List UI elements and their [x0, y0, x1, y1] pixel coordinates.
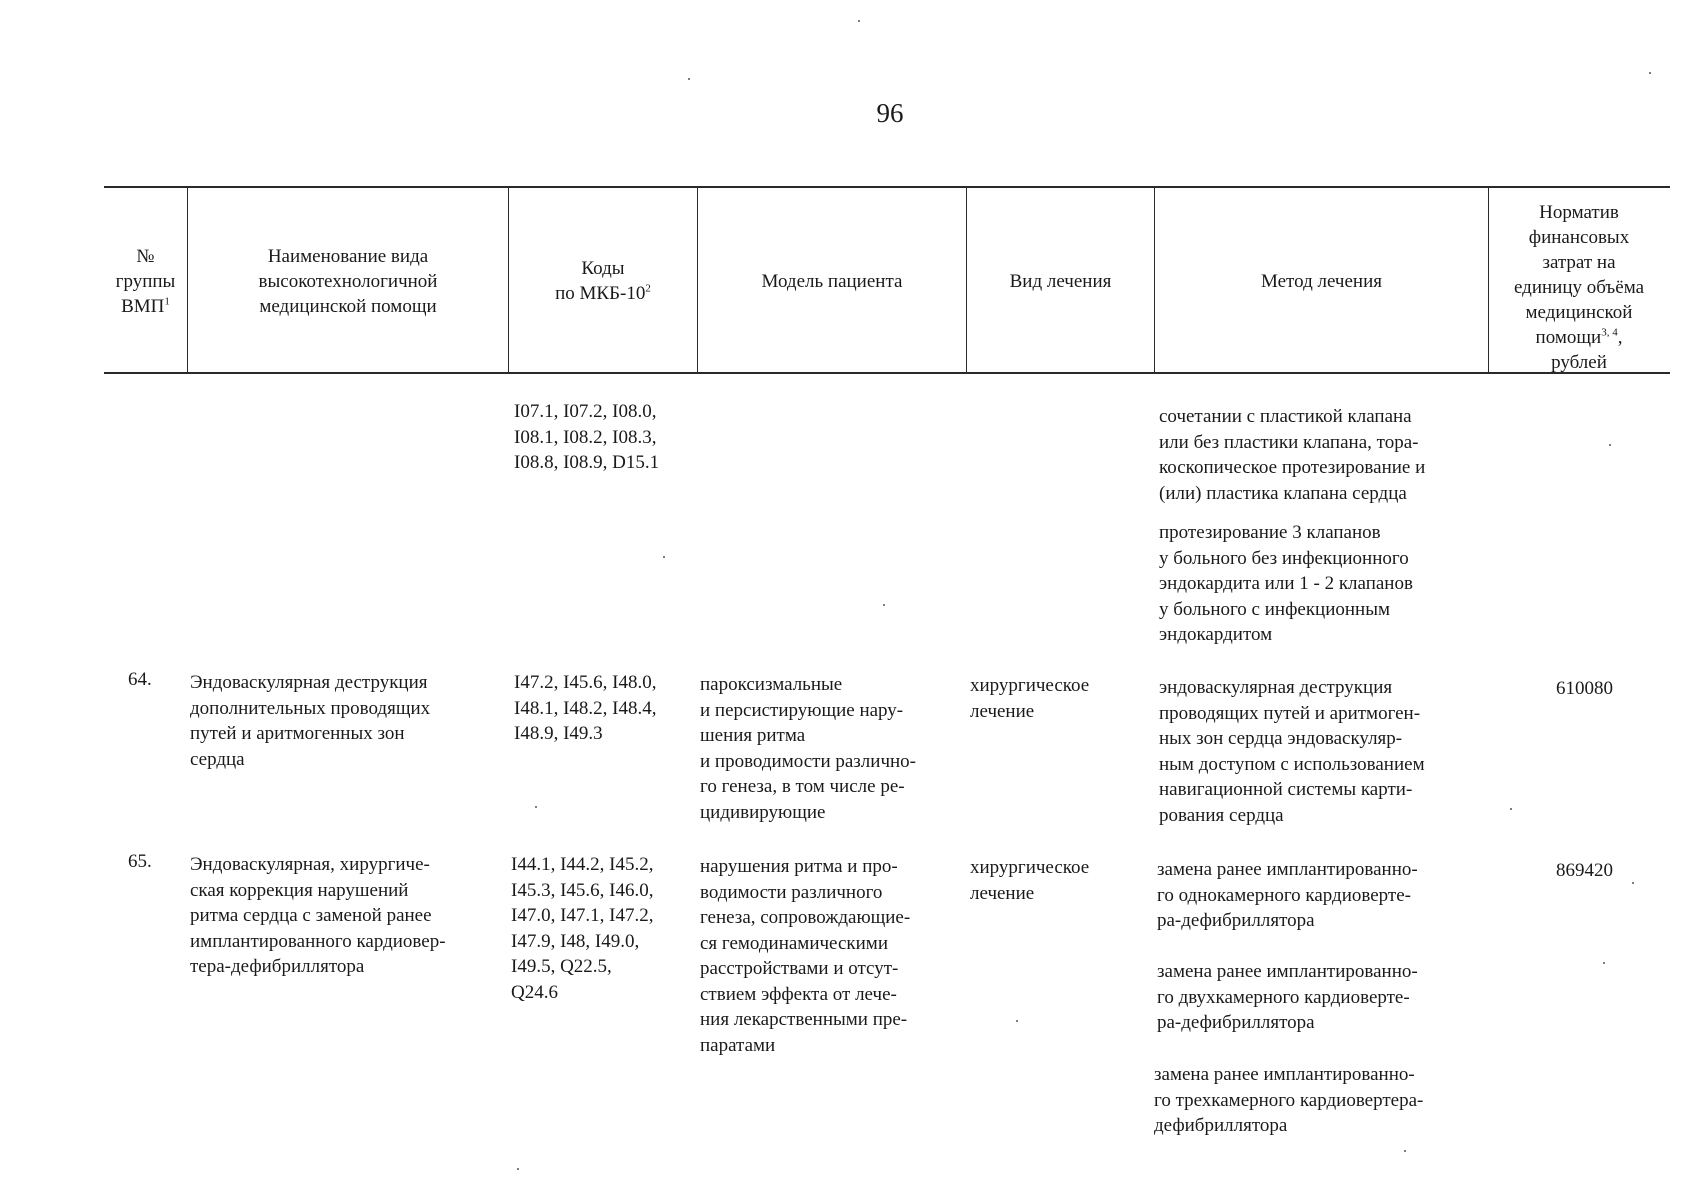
header-cost-norm	[1489, 196, 1669, 378]
header-cost-norm-unit: , рублей	[1551, 326, 1623, 373]
row-65-cost: 869420	[1556, 860, 1613, 881]
scan-speck	[517, 1168, 519, 1170]
row-65-patient-model: нарушения ритма и про- водимости различного генеза, сопровождающие- ся гемодинамическими расстройствами и отсут- ствием эффекта от лече- ния лекарственными пре- паратами	[700, 856, 911, 1056]
footnote-3-4: 3, 4	[1601, 326, 1618, 339]
row-continued-codes: I07.1, I07.2, I08.0, I08.1, I08.2, I08.3, I08.8, I08.9, D15.1	[514, 401, 660, 473]
scan-speck	[663, 556, 665, 558]
header-treatment-type	[967, 188, 1154, 374]
row-64-cost: 610080	[1556, 678, 1613, 699]
row-64-patient-model: пароксизмальные и персистирующие нару- шения ритма и проводимости различно- го генеза, в том числе ре- цидивирующие	[700, 674, 917, 823]
row-continued-method-2: протезирование 3 клапанов у больного без инфекционного эндокардита или 1 - 2 клапанов у больного с инфекционным эндокардитом	[1159, 522, 1413, 645]
scan-speck	[1649, 72, 1651, 74]
row-65-treatment-method-2: замена ранее имплантированно- го двухкамерного кардиоверте- ра-дефибриллятора	[1157, 961, 1418, 1033]
row-64-treatment-method: эндоваскулярная деструкция проводящих путей и аритмоген- ных зон сердца эндоваскуляр- ным доступом с использованием навигационной системы карти- рования сердца	[1159, 677, 1425, 826]
row-65-treatment-method-1: замена ранее имплантированно- го однокамерного кардиоверте- ра-дефибриллятора	[1157, 859, 1418, 931]
page-number: 96	[876, 98, 904, 128]
header-codes-label: Коды по МКБ-10	[555, 258, 646, 304]
row-65-treatment-type: хирургическое лечение	[970, 857, 1090, 904]
header-cost-norm-label: Норматив финансовых затрат на единицу объёма медицинской помощи	[1513, 201, 1645, 348]
row-64-care-name: Эндоваскулярная деструкция дополнительных проводящих путей и аритмогенных зон сердца	[190, 672, 431, 770]
scan-speck	[1404, 1150, 1406, 1152]
header-treatment-method-label: Метод лечения	[1260, 270, 1382, 292]
header-treatment-method	[1155, 188, 1488, 374]
header-care-name	[188, 188, 508, 374]
scan-speck	[883, 604, 885, 606]
row-64-treatment-type: хирургическое лечение	[970, 675, 1090, 722]
row-64-number: 64.	[128, 669, 152, 690]
header-patient-model-label: Модель пациента	[761, 270, 903, 292]
header-codes	[509, 188, 697, 374]
scan-speck	[858, 20, 860, 22]
header-group-number	[104, 188, 187, 374]
header-treatment-type-label: Вид лечения	[1009, 270, 1112, 292]
row-64-codes: I47.2, I45.6, I48.0, I48.1, I48.2, I48.4, I48.9, I49.3	[514, 672, 657, 744]
row-65-codes: I44.1, I44.2, I45.2, I45.3, I45.6, I46.0, I47.0, I47.1, I47.2, I47.9, I48, I49.0, I49.5, Q22.5, Q24.6	[511, 854, 654, 1003]
scan-speck	[1510, 808, 1512, 810]
row-65-care-name: Эндоваскулярная, хирургиче- ская коррекция нарушений ритма сердца с заменой ранее имплантированного кардиовер- тера-дефибриллятора	[190, 854, 446, 977]
row-65-treatment-method-3: замена ранее имплантированно- го трехкамерного кардиовертера- дефибриллятора	[1154, 1064, 1424, 1136]
header-care-name-label: Наименование вида высокотехнологичной медицинской помощи	[258, 245, 438, 317]
footnote-2: 2	[645, 282, 651, 295]
scan-speck	[1632, 882, 1634, 884]
header-group-label: № группы ВМП	[115, 245, 176, 317]
scan-speck	[1609, 444, 1611, 446]
scan-speck	[535, 806, 537, 808]
footnote-1: 1	[164, 295, 170, 308]
header-patient-model	[698, 188, 966, 374]
scan-speck	[1016, 1020, 1018, 1022]
scan-speck	[688, 78, 690, 80]
row-65-number: 65.	[128, 851, 152, 872]
row-continued-method-1: сочетании с пластикой клапана или без пластики клапана, тора- коскопическое протезирование и (или) пластика клапана сердца	[1159, 406, 1426, 504]
scan-speck	[1603, 962, 1605, 964]
